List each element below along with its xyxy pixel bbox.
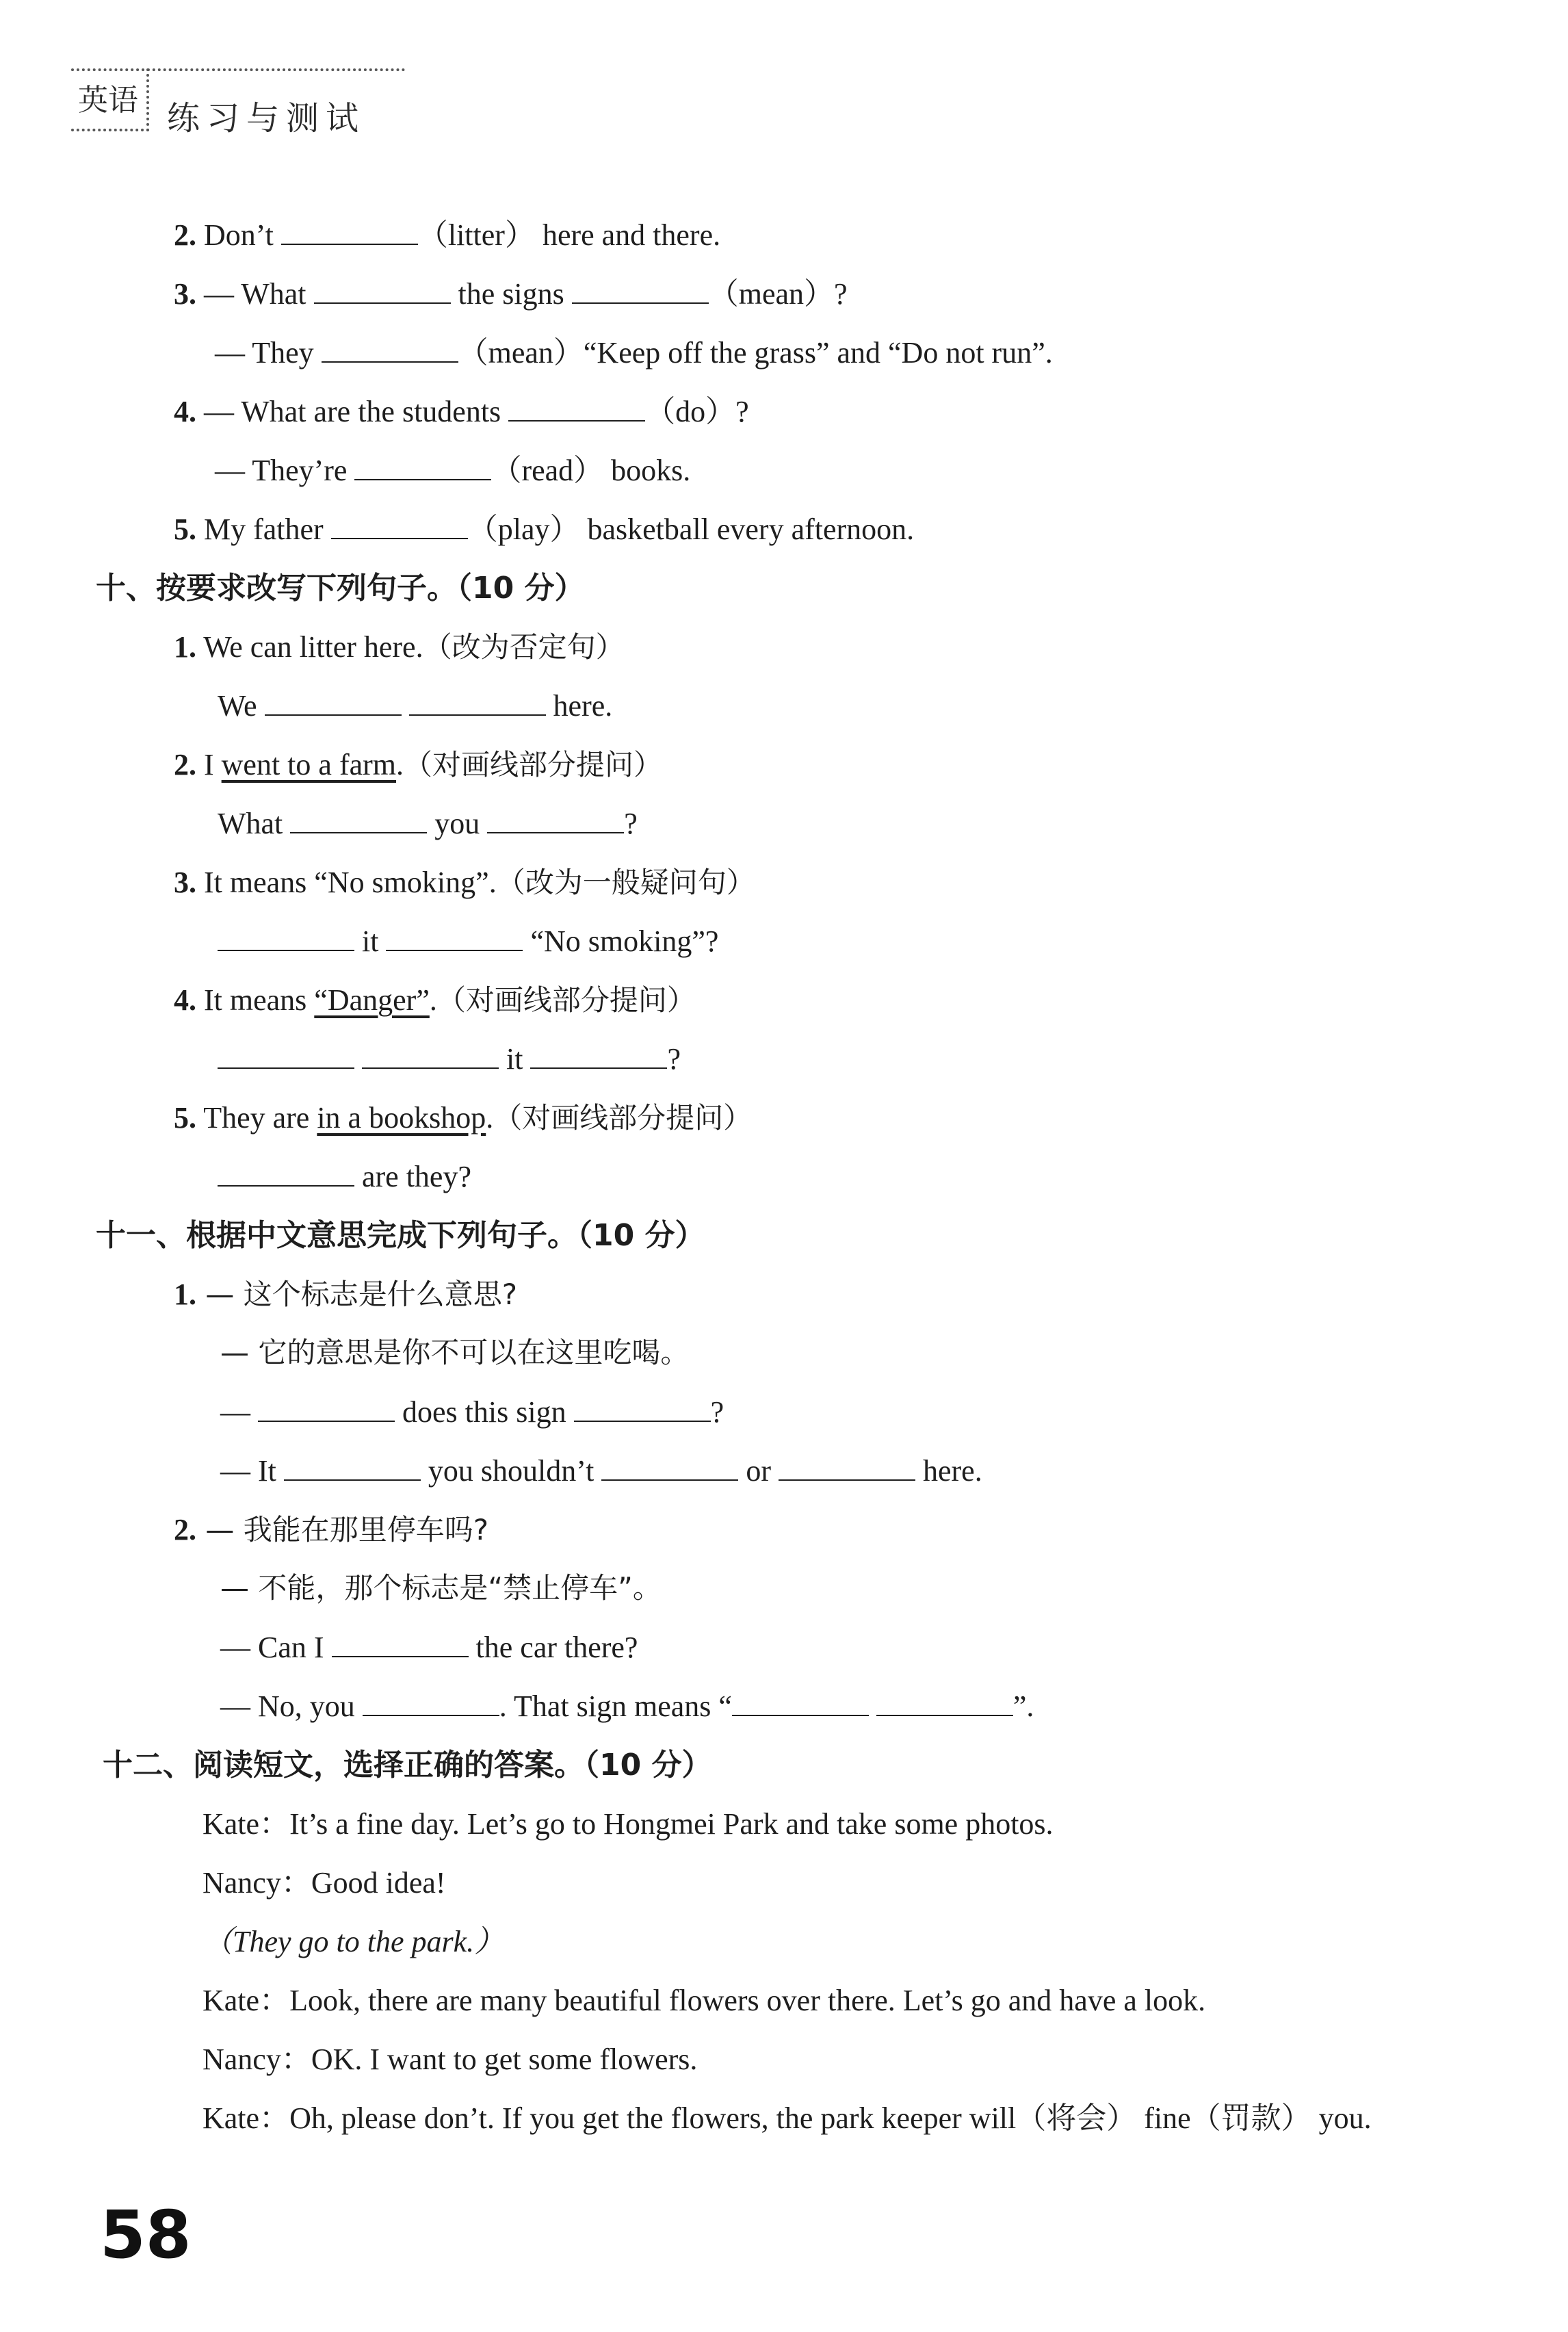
answer-line: — No, you . That sign means “ ”. (220, 1689, 1034, 1723)
answer-blank[interactable] (218, 1165, 354, 1187)
answer-blank[interactable] (258, 1400, 395, 1422)
answer-blank[interactable] (409, 694, 546, 716)
answer-blank[interactable] (332, 1635, 469, 1657)
answer-blank[interactable] (572, 282, 709, 304)
header-title: 练习与测试 (167, 99, 366, 138)
chinese-prompt: — 不能，那个标志是“禁止停车”。 (220, 1571, 662, 1605)
answer-blank[interactable] (574, 1400, 711, 1422)
answer-blank[interactable] (265, 694, 402, 716)
answer-blank[interactable] (530, 1047, 667, 1069)
answer-blank[interactable] (322, 341, 458, 363)
list-item: 4. It means “Danger”.（对画线部分提问） (174, 983, 696, 1017)
dialogue-line: Nancy：Good idea! (202, 1866, 446, 1900)
dialogue-line: Nancy：OK. I want to get some flowers. (202, 2043, 698, 2076)
list-item: 2. — 我能在那里停车吗? (174, 1513, 488, 1546)
list-item: 1. We can litter here.（改为否定句） (174, 630, 625, 664)
list-item: — They’re （read） books. (215, 454, 691, 487)
dialogue-line: Kate：Look, there are many beautiful flowers over there. Let’s go and have a look. (202, 1984, 1206, 2017)
answer-blank[interactable] (354, 458, 491, 480)
answer-line: — Can I the car there? (220, 1631, 638, 1664)
list-item: 2. Don’t （litter） here and there. (174, 218, 721, 252)
answer-blank[interactable] (386, 929, 523, 951)
list-item: — They （mean）“Keep off the grass” and “Do not run”. (215, 336, 1053, 370)
answer-line: are they? (218, 1162, 471, 1192)
page-number: 58 (100, 2197, 192, 2273)
section-heading: 十、按要求改写下列句子。（10 分） (96, 571, 585, 606)
answer-line: — It you shouldn’t or here. (220, 1454, 982, 1488)
list-item: 3. — What the signs （mean）? (174, 277, 848, 311)
answer-line: — does this sign ? (220, 1395, 724, 1429)
header-subject: 英语 (78, 83, 138, 118)
chinese-prompt: — 它的意思是你不可以在这里吃喝。 (220, 1336, 690, 1369)
answer-blank[interactable] (779, 1459, 915, 1481)
list-item: 4. — What are the students （do）? (174, 395, 749, 428)
answer-blank[interactable] (487, 812, 624, 833)
answer-line: We here. (218, 689, 613, 723)
answer-line: it ? (218, 1044, 681, 1074)
stage-direction: （They go to the park.） (202, 1925, 505, 1958)
answer-blank[interactable] (314, 282, 451, 304)
answer-blank[interactable] (732, 1694, 869, 1716)
answer-blank[interactable] (218, 1047, 354, 1069)
answer-blank[interactable] (290, 812, 427, 833)
section-heading: 十二、阅读短文，选择正确的答案。（10 分） (103, 1748, 712, 1783)
answer-blank[interactable] (331, 517, 468, 539)
answer-blank[interactable] (362, 1047, 499, 1069)
dialogue-line: Kate：Oh, please don’t. If you get the flowers, the park keeper will（将会） fine（罚款） you. (202, 2101, 1372, 2135)
answer-line: it “No smoking”? (218, 927, 718, 957)
answer-blank[interactable] (876, 1694, 1013, 1716)
answer-line: What you ? (218, 807, 638, 840)
list-item: 5. They are in a bookshop.（对画线部分提问） (174, 1101, 753, 1135)
answer-blank[interactable] (601, 1459, 738, 1481)
list-item: 3. It means “No smoking”.（改为一般疑问句） (174, 866, 755, 899)
page-header (71, 68, 405, 138)
answer-blank[interactable] (218, 929, 354, 951)
answer-blank[interactable] (284, 1459, 421, 1481)
list-item: 2. I went to a farm.（对画线部分提问） (174, 748, 663, 781)
answer-blank[interactable] (363, 1694, 499, 1716)
dialogue-line: Kate：It’s a fine day. Let’s go to Hongmei Park and take some photos. (202, 1807, 1054, 1841)
answer-blank[interactable] (508, 400, 645, 422)
list-item: 1. — 这个标志是什么意思? (174, 1278, 517, 1311)
list-item: 5. My father （play） basketball every afternoon. (174, 513, 915, 546)
section-heading: 十一、根据中文意思完成下列句子。（10 分） (96, 1218, 705, 1253)
answer-blank[interactable] (281, 223, 418, 245)
